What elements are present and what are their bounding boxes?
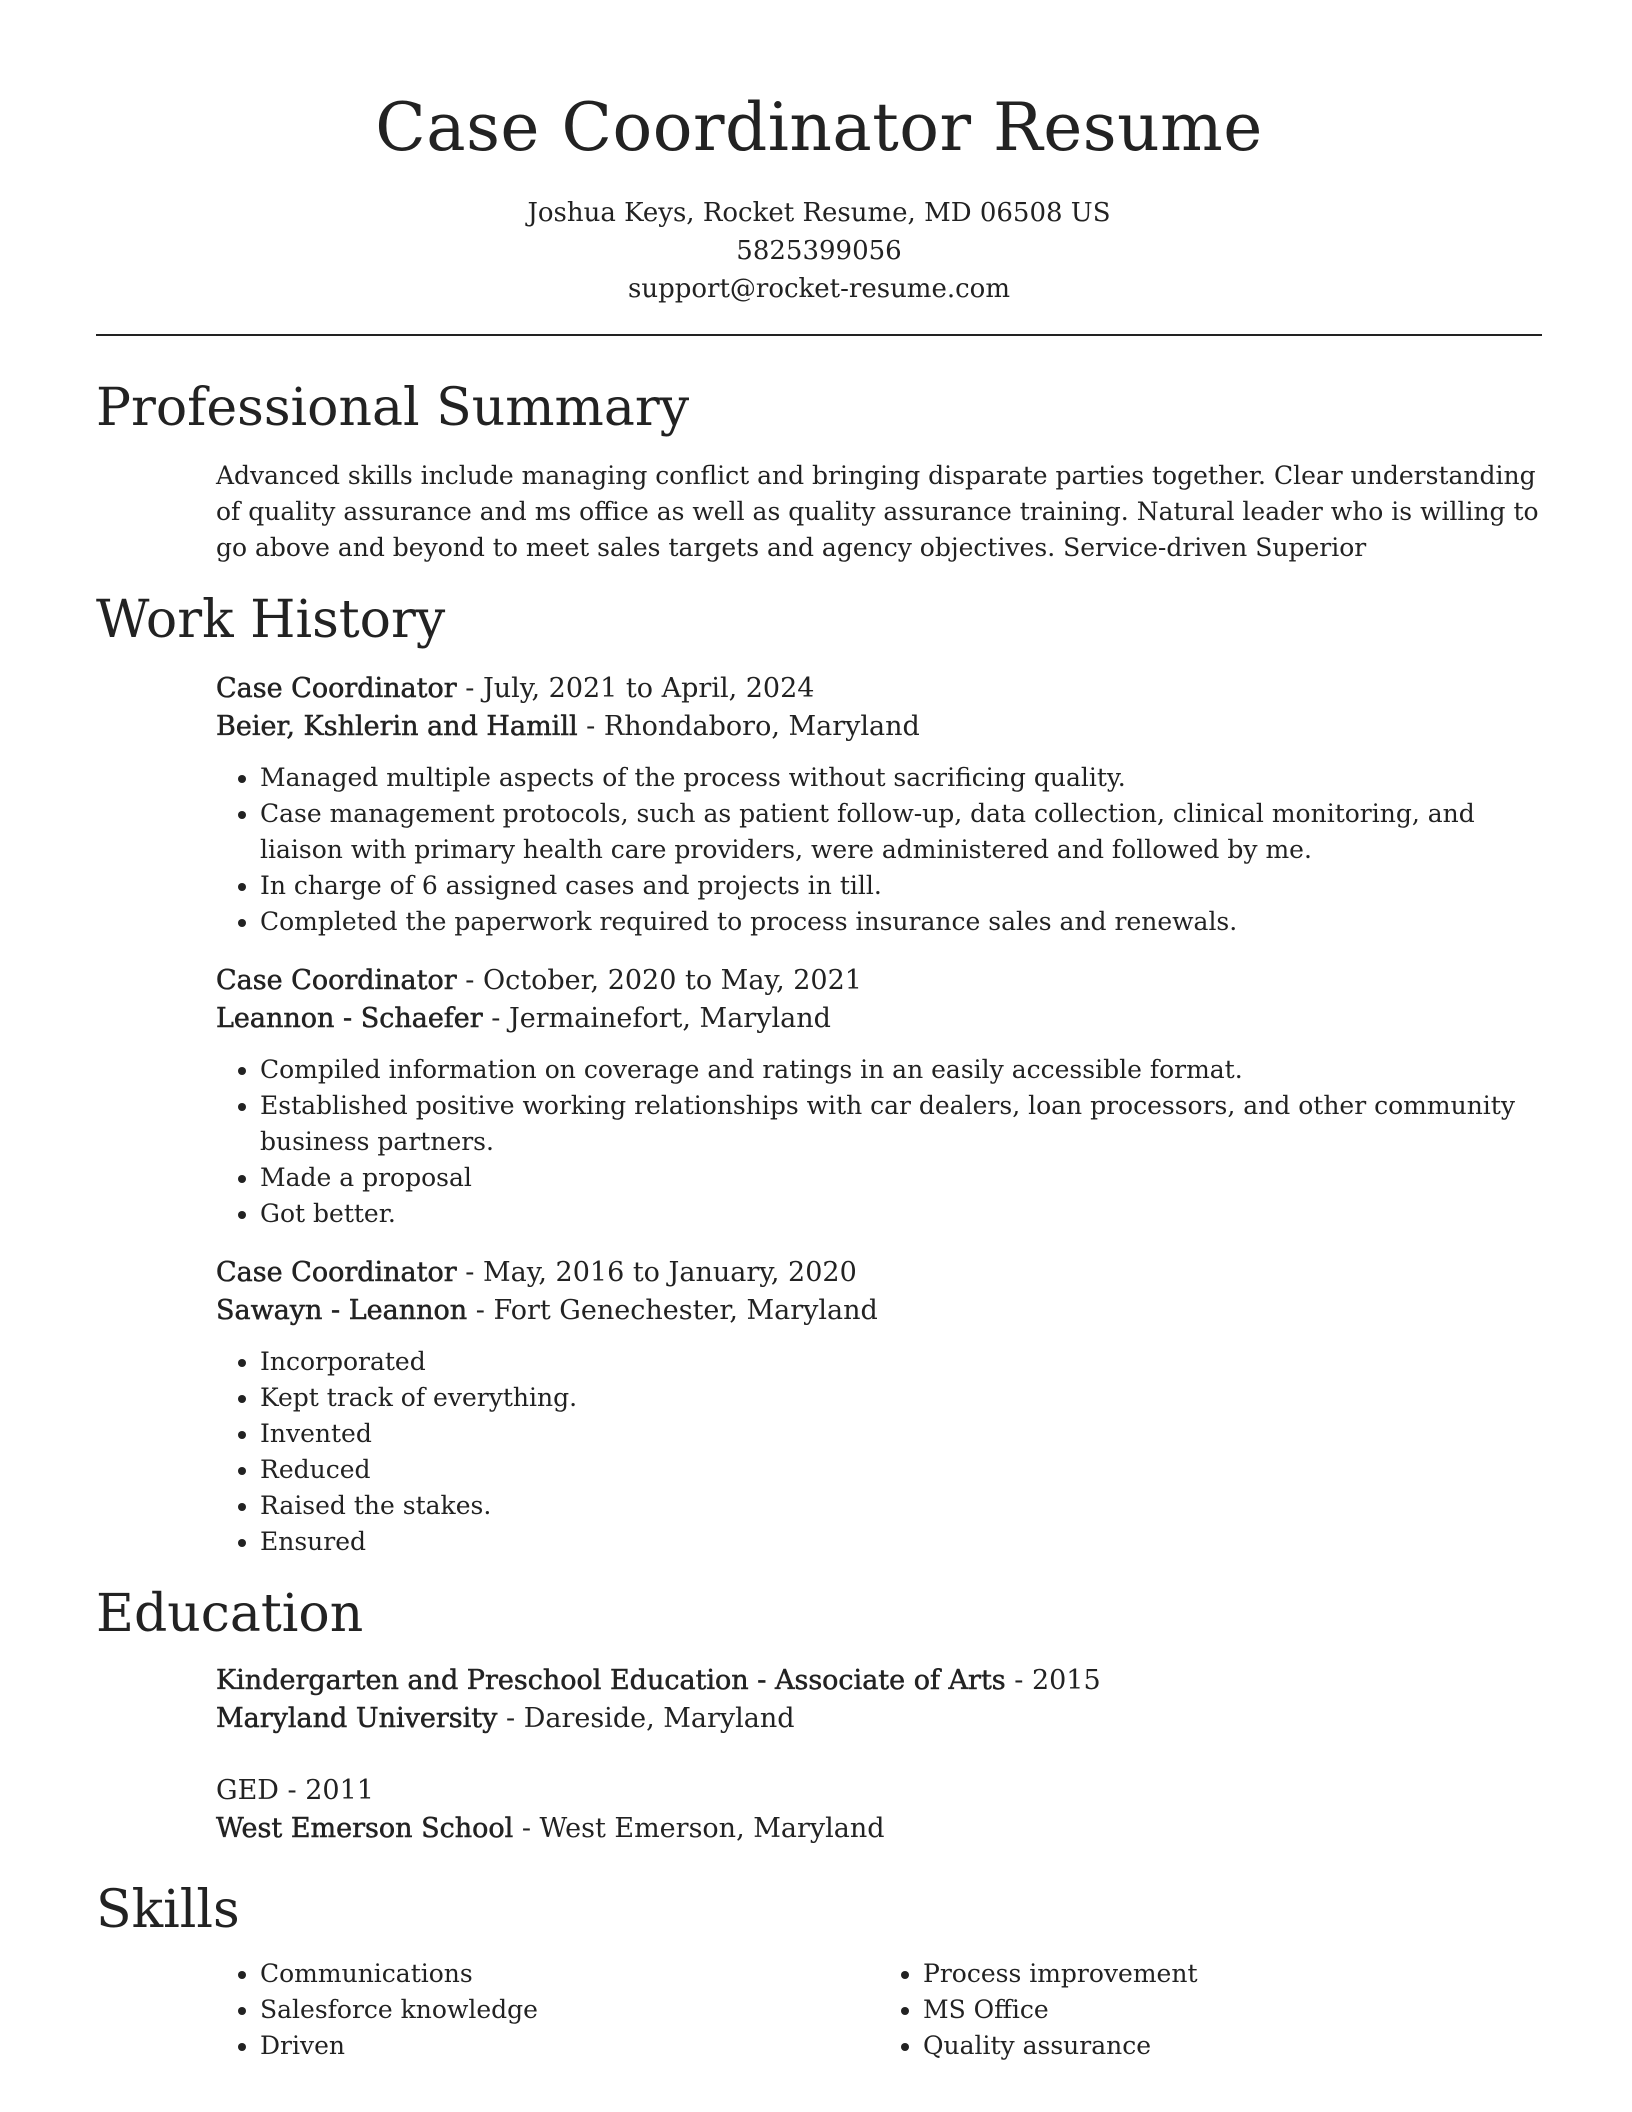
- list-item: • Quality assurance: [923, 2028, 1542, 2064]
- list-item: • Completed the paperwork required to process insurance sales and renewals.: [260, 904, 1542, 940]
- list-item: • Reduced: [260, 1452, 1542, 1488]
- contact-address: Joshua Keys, Rocket Resume, MD 06508 US: [527, 198, 1111, 228]
- education-degree: GED: [216, 1775, 279, 1806]
- education-school-line: [216, 1700, 1542, 1738]
- job-title: Case Coordinator: [216, 965, 457, 996]
- resume-page: [96, 0, 1542, 2064]
- list-item: • Got better.: [260, 1196, 1542, 1232]
- education-location: - West Emerson, Maryland: [513, 1813, 885, 1844]
- list-item: • Invented: [260, 1416, 1542, 1452]
- work-history-heading: Work History: [96, 590, 446, 650]
- job-title-line: [216, 962, 1542, 1000]
- work-history-list: [216, 670, 1542, 1560]
- job-title-line: [216, 1254, 1542, 1292]
- job-dates: - October, 2020 to May, 2021: [456, 965, 862, 996]
- job-company-line: [216, 1292, 1542, 1330]
- contact-email: support@rocket-resume.com: [627, 274, 1010, 304]
- job-company: Sawayn - Leannon: [216, 1295, 468, 1326]
- job-entry: [216, 1254, 1542, 1560]
- education-entry: [216, 1662, 1542, 1738]
- job-title: Case Coordinator: [216, 1257, 457, 1288]
- job-title-line: [216, 670, 1542, 708]
- education-year: - 2011: [278, 1775, 374, 1806]
- job-entry: [216, 962, 1542, 1232]
- job-company-line: [216, 708, 1542, 746]
- education-school: Maryland University: [216, 1703, 498, 1734]
- header-divider: [96, 334, 1542, 336]
- list-item: • Ensured: [260, 1524, 1542, 1560]
- job-bullets: [216, 760, 1542, 940]
- job-location: - Fort Genechester, Maryland: [467, 1295, 878, 1326]
- education-degree-line: [216, 1772, 1542, 1810]
- education-list: [216, 1662, 1542, 1848]
- list-item: • Process improvement: [923, 1956, 1542, 1992]
- job-entry: [216, 670, 1542, 940]
- job-company-line: [216, 1000, 1542, 1038]
- list-item: • Established positive working relationships with car dealers, loan processors, and other community business partners.: [260, 1088, 1542, 1160]
- job-company: Leannon - Schaefer: [216, 1003, 483, 1034]
- list-item: • Kept track of everything.: [260, 1380, 1542, 1416]
- job-company: Beier, Kshlerin and Hamill: [216, 711, 578, 742]
- list-item: • Compiled information on coverage and ratings in an easily accessible format.: [260, 1052, 1542, 1088]
- list-item: • Managed multiple aspects of the process without sacrificing quality.: [260, 760, 1542, 796]
- education-location: - Dareside, Maryland: [497, 1703, 795, 1734]
- education-degree: Kindergarten and Preschool Education - Associate of Arts: [216, 1665, 1006, 1696]
- list-item: • Salesforce knowledge: [260, 1992, 879, 2028]
- list-item: • Raised the stakes.: [260, 1488, 1542, 1524]
- job-location: - Jermainefort, Maryland: [482, 1003, 831, 1034]
- education-heading: Education: [96, 1584, 364, 1644]
- list-item: • Incorporated: [260, 1344, 1542, 1380]
- list-item: • In charge of 6 assigned cases and projects in till.: [260, 868, 1542, 904]
- resume-title: Case Coordinator Resume: [375, 89, 1263, 166]
- contact-phone: 5825399056: [736, 236, 902, 266]
- skills-list-left: [216, 1956, 879, 2064]
- job-location: - Rhondaboro, Maryland: [577, 711, 920, 742]
- education-entry: [216, 1772, 1542, 1848]
- job-dates: - May, 2016 to January, 2020: [456, 1257, 857, 1288]
- summary-text: Advanced skills include managing conflict and bringing disparate parties together. Clear understanding of quality assurance and ms office as well as quality assurance training. Natural leader who is willing to go above and beyond to meet sales targets and agency objectives. Service-driven Superior: [216, 461, 1539, 562]
- list-item: • Driven: [260, 2028, 879, 2064]
- contact-block: [96, 194, 1542, 308]
- list-item: • MS Office: [923, 1992, 1542, 2028]
- summary-heading: Professional Summary: [96, 378, 690, 438]
- skills-heading: Skills: [96, 1880, 240, 1940]
- education-school-line: [216, 1810, 1542, 1848]
- education-year: - 2015: [1005, 1665, 1101, 1696]
- list-item: • Made a proposal: [260, 1160, 1542, 1196]
- job-bullets: [216, 1344, 1542, 1560]
- job-dates: - July, 2021 to April, 2024: [456, 673, 815, 704]
- list-item: • Communications: [260, 1956, 879, 1992]
- list-item: • Case management protocols, such as patient follow-up, data collection, clinical monitoring, and liaison with primary health care providers, were administered and followed by me.: [260, 796, 1542, 868]
- skills-list-right: [879, 1956, 1542, 2064]
- skills-columns: [216, 1942, 1542, 2064]
- education-degree-line: [216, 1662, 1542, 1700]
- job-bullets: [216, 1052, 1542, 1232]
- job-title: Case Coordinator: [216, 673, 457, 704]
- education-school: West Emerson School: [216, 1813, 514, 1844]
